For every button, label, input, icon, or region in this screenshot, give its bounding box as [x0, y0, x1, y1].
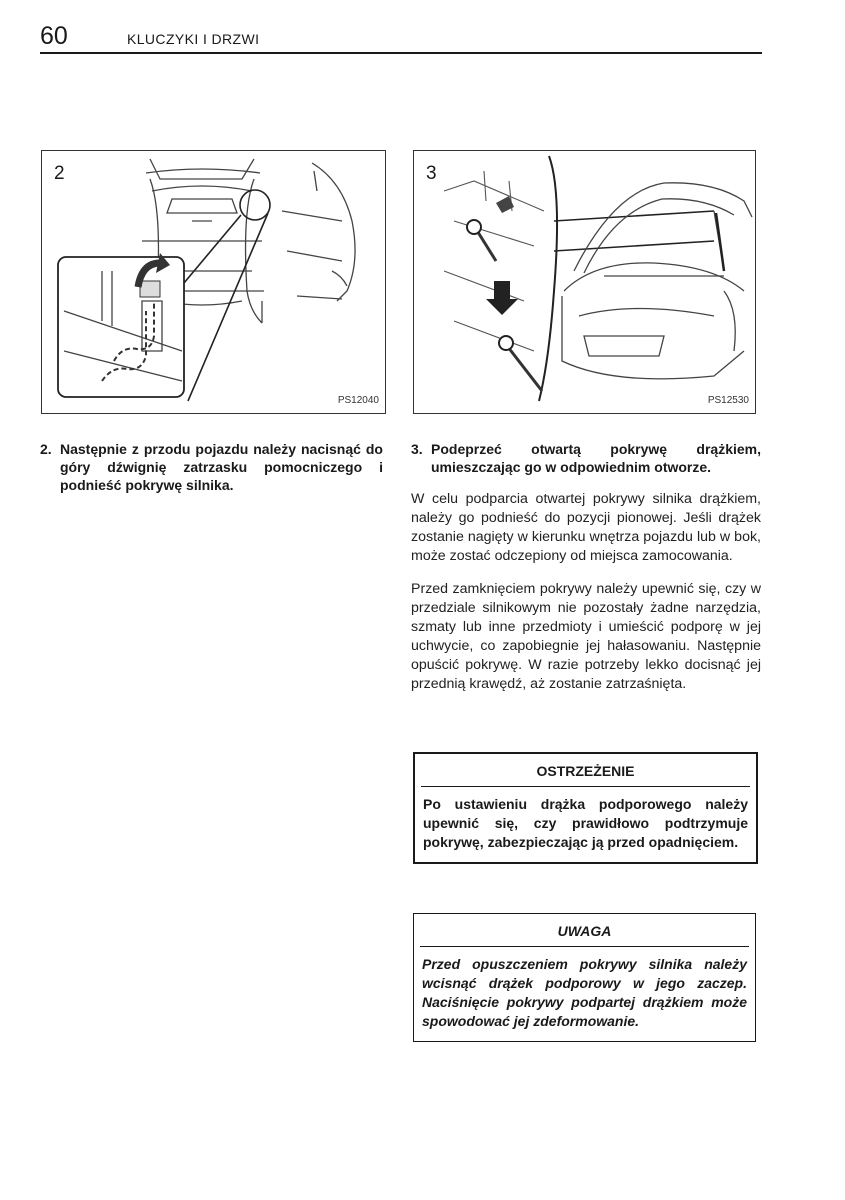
step-number: 3.	[411, 441, 423, 457]
step-text: Następnie z przodu pojazdu należy nacisnąć do góry dźwignię zatrzasku pomocniczego i podnieść pokrywę silnika.	[60, 441, 383, 493]
warning-title: OSTRZEŻENIE	[421, 754, 750, 787]
step-3	[411, 440, 761, 476]
section-title: KLUCZYKI I DRZWI	[127, 31, 260, 47]
paragraph-support-rod: W celu podparcia otwartej pokrywy silnika drążkiem, należy go podnieść do pozycji pionowej. Jeśli drążek zostanie nagięty w kierunku wnętrza pojazdu lub w bok, może zostać odczepiony od miejsca zamocowania.	[411, 491, 761, 564]
right-column	[411, 440, 761, 708]
step-number: 2.	[40, 441, 52, 457]
caution-box	[413, 913, 756, 1042]
warning-text: Po ustawieniu drążka podporowego należy upewnić się, czy prawidłowo podtrzymuje pokrywę, zabezpieczając ją przed opadnięciem.	[423, 796, 748, 850]
figure-hood-latch	[41, 150, 386, 414]
left-column	[40, 440, 383, 494]
step-text: Podeprzeć otwartą pokrywę drążkiem, umieszczając go w odpowiednim otworze.	[431, 441, 761, 475]
caution-title: UWAGA	[420, 914, 749, 947]
hood-latch-illustration	[42, 151, 385, 413]
figure-number: 2	[54, 163, 65, 184]
page-number: 60	[40, 22, 68, 50]
step-2	[40, 440, 383, 494]
caution-text: Przed opuszczeniem pokrywy silnika należy wcisnąć drążek podporowy w jego zaczep. Naciśnięcie pokrywy podpartej drążkiem może spowodować jej zdeformowanie.	[422, 956, 747, 1029]
figure-number: 3	[426, 163, 437, 184]
warning-box	[413, 752, 758, 864]
page-header	[40, 22, 762, 54]
figure-code: PS12040	[337, 395, 379, 406]
support-rod-illustration	[414, 151, 755, 413]
paragraph-closing-hood: Przed zamknięciem pokrywy należy upewnić się, czy w przedziale silnikowym nie pozostały żadne narzędzia, szmaty lub inne przedmioty i umieścić podporę w jej uchwycie, co zapobiegnie jej hałasowaniu. Następnie opuścić pokrywę. W razie potrzeby lekko docisnąć jej przednią krawędź, aż zostanie zatrzaśnięta.	[411, 581, 761, 693]
figure-hood-support-rod	[413, 150, 756, 414]
figure-code: PS12530	[707, 395, 749, 406]
